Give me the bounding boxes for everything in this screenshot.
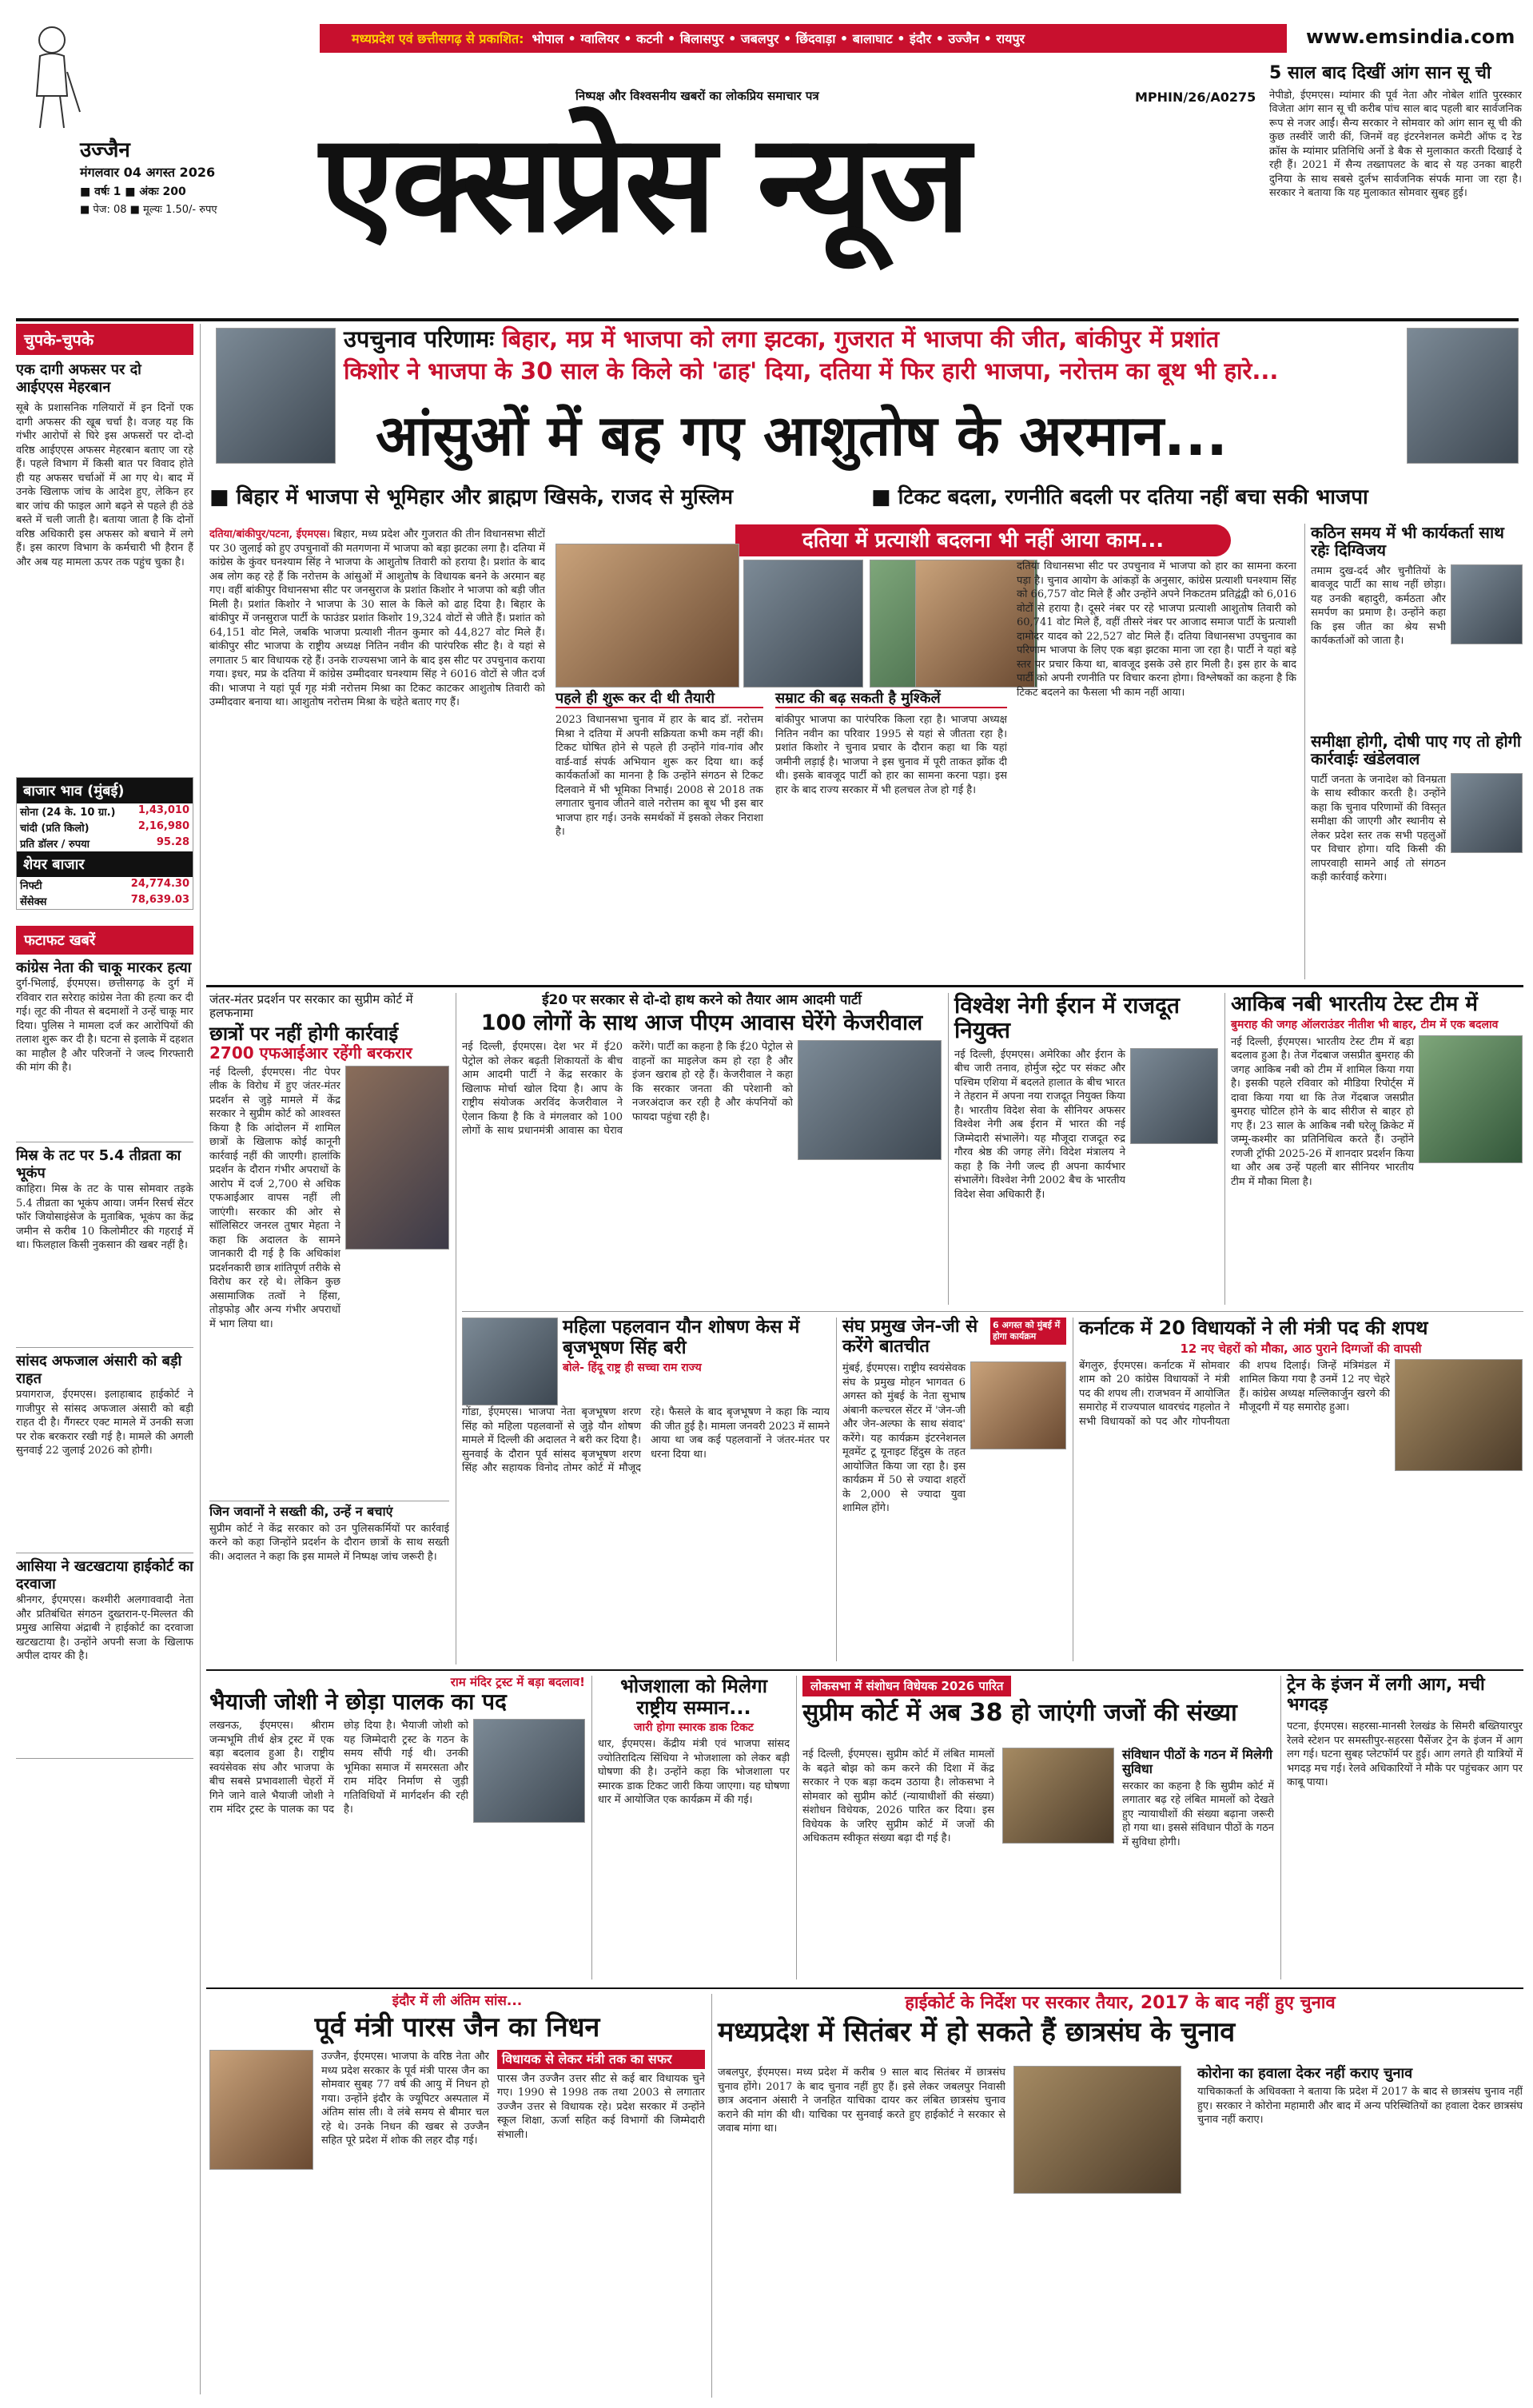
protest-photo (345, 1066, 449, 1250)
rss-badge: 6 अगस्त को मुंबई में होगा कार्यक्रम (990, 1318, 1066, 1345)
gossip-title: चुपके-चुपके (16, 324, 193, 355)
registration-number: MPHIN/26/A0275 (1135, 90, 1256, 105)
brief-item (16, 1553, 193, 1759)
sc-box-text: सरकार का कहना है कि सुप्रीम कोर्ट में लगातार बढ़ रहे लंबित मामलों को देखते हुए न्यायाधीशों की संख्या बढ़ाना जरूरी हो गया था। इससे संविधान पीठों के गठन में सुविधा होगी। (1122, 1780, 1274, 1848)
union-kicker: हाईकोर्ट के निर्देश पर सरकार तैयार, 2017 के बाद नहीं हुए चुनाव (905, 1993, 1336, 2013)
gandhi-emblem (16, 16, 88, 136)
train-text: पटना, ईएमएस। सहरसा-मानसी रेलखंड के सिमरी बख्तियारपुर रेलवे स्टेशन पर समस्तीपुर-सहरसा पैसेंजर ट्रेन के इंजन में आग लग गई। घटना सुबह प्लेटफॉर्म पर हुई। आग लगते ही यात्रियों में भगदड़ मच गई। रेलवे अधिकारियों ने मौके पर पहुंचकर आग पर काबू पाया। (1287, 1720, 1523, 1789)
edition-city: उज्जैन (80, 138, 130, 162)
lead-dateline: दतिया/बांकीपुर/पटना, ईएमएस। (209, 528, 331, 540)
story-paras-jain (209, 1994, 705, 2398)
aqib-photo (1419, 1035, 1523, 1163)
highcourt-photo (1013, 2066, 1181, 2194)
brief-text: काहिरा। मिस्र के तट के पास सोमवार तड़के 5.4 तीव्रता का भूकंप आया। जर्मन रिसर्च सेंटर फॉर जियोसाइंसेज के मुताबिक, भूकंप का केंद्र जमीन से करीब 10 किलोमीटर की गहराई में था। फिलहाल किसी नुकसान की खबर नहीं है। (16, 1183, 193, 1251)
row4-rule-1 (711, 1994, 712, 2398)
briefs-list (16, 955, 193, 1759)
lead-col1-text: बिहार, मध्य प्रदेश और गुजरात की तीन विधानसभा सीटों पर 30 जुलाई को हुए उपचुनावों की मतगणना में भाजपा को बड़ा झटका लगा है। दतिया में कांग्रेस के कुंवर घनश्याम सिंह ने भाजपा के आशुतोष तिवारी को हराया है। प्रशांत के बाद अब लोग कह रहे हैं कि नरोत्तम के आंसुओं में आशुतोष के विधायक बनने के अरमान बह गए। वहीं बांकीपुर विधानसभा सीट पर जनसुराज के प्रशांत किशोर ने भाजपा को बड़ी जीत मिली है। प्रशांत किशोर ने भाजपा के 30 साल के किले को ढाह दिया है। बिहार के बांकीपुर में जनसुराज पार्टी के फाउंडर प्रशांत किशोर 19,324 वोटों से जीते हैं। प्रशांत को 64,151 वोट मिले, जबकि भाजपा प्रत्याशी नीतन कुमार को 44,827 वोट मिले हैं। बांकीपुर सीट भाजपा के राष्ट्रीय अध्यक्ष नितिन नवीन की पारंपरिक सीट है। वे यहां से लगातार 5 बार विधायक रहे हैं। उनके राज्यसभा जाने के बाद इस सीट पर उपचुनाव कराया गया। इधर, मप्र के दतिया में कांग्रेस उम्मीदवार घनश्याम सिंह ने 6016 वोटों से जीत दर्ज की। भाजपा ने यहां पूर्व गृह मंत्री नरोत्तम मिश्रा का टिकट काटकर आशुतोष तिवारी को उम्मीदवार बनाया था। आशुतोष नरोत्तम मिश्रा के चहेते बताए गए हैं। (209, 528, 545, 708)
issue-year-line: ■ वर्षः 1 ■ अंकः 200 (80, 185, 186, 198)
negi-headline: विश्वेश नेगी ईरान में राजदूत नियुक्त (954, 992, 1180, 1044)
tagline: निष्पक्ष और विश्वसनीय खबरों का लोकप्रिय समाचार पत्र (575, 89, 819, 103)
students-kicker: जंतर-मंतर प्रदर्शन पर सरकार का सुप्रीम कोर्ट में हलफनामा (209, 992, 413, 1020)
market-value: 1,43,010 (137, 804, 189, 816)
brief-headline: सांसद अफजाल अंसारी को बड़ी राहत (16, 1353, 182, 1387)
city-strip (320, 24, 1287, 53)
paras-headline: पूर्व मंत्री पारस जैन का निधन (314, 2011, 600, 2044)
pic2-caption: सम्राट की बढ़ सकती है मुश्किलें (775, 691, 1007, 708)
share-row (17, 893, 193, 909)
ear-panel (1269, 64, 1522, 304)
negi-text: नई दिल्ली, ईएमएस। अमेरिका और ईरान के बीच जारी तनाव, होर्मुज स्ट्रेट पर संकट और पश्चिम एशिया में बदलते हालात के बीच भारत ने तेहरान में अपना नया राजदूत नियुक्त किया है। भारतीय विदेश सेवा के सीनियर अफसर विश्वेश नेगी अब ईरान में भारत की नई जिम्मेदारी संभालेंगे। यह मौजूदा राजदूत रुद्र गौरव श्रेष्ठ की जगह लेंगे। विदेश मंत्रालय ने कहा है कि नेगी जल्द ही अपना कार्यभार संभालेंगे। विश्वेश नेगी 2002 बैच के भारतीय विदेश सेवा अधिकारी हैं। (954, 1048, 1125, 1201)
issue-date: मंगलवार 04 अगस्त 2026 (80, 165, 216, 180)
train-headline: ट्रेन के इंजन में लगी आग, मची भगदड़ (1287, 1675, 1485, 1715)
lead-col2: 2023 विधानसभा चुनाव में हार के बाद डॉ. नरोत्तम मिश्रा ने दतिया में अपनी सक्रियता कभी कम नहीं की। टिकट घोषित होने से पहले ही उन्होंने गांव-गांव और वार्ड-वार्ड संपर्क अभियान शुरू कर दिया था। कई कार्यकर्ताओं का मानना है कि उन्होंने संगठन से टिकट दिलवाने में भी भूमिका निभाई। 2008 से 2018 तक लगातार चुनाव जीतने वाले नरोत्तम का बूथ भी इस बार भाजपा हार गई। उनके समर्थकों में इसको लेकर निराशा है। (555, 714, 763, 838)
story-bhojshala (598, 1676, 790, 1979)
bhaiyaji-photo (473, 1719, 585, 1823)
row2-rule-4 (836, 1318, 837, 1661)
lead-sub-left: ■ बिहार में भाजपा से भूमिहार और ब्राह्मण खिसके, राजद से मुस्लिम (209, 485, 734, 509)
share-label: सेंसेक्स (20, 896, 47, 908)
paras-box-text: पारस जैन उज्जैन उत्तर सीट से कई बार विधायक चुने गए। 1990 से 1998 तक तथा 2003 से लगातार उज्जैन उत्तर से विधायक रहे। प्रदेश सरकार में उन्होंने स्कूल शिक्षा, ऊर्जा सहित कई विभागों की जिम्मेदारी संभाली। (497, 2072, 705, 2141)
kejriwal-headline: 100 लोगों के साथ आज पीएम आवास घेरेंगे केजरीवाल (480, 1011, 923, 1036)
digvijay-photo (1451, 564, 1523, 644)
lead-kicker (344, 325, 1399, 353)
brief-headline: आसिया ने खटखटाया हाईकोर्ट का दरवाजा (16, 1558, 193, 1593)
students-headline: छात्रों पर नहीं होगी कार्रवाई (209, 1022, 399, 1045)
row2-bottom-rule (206, 1669, 1523, 1671)
lead-kicker-line2: किशोर ने भाजपा के 30 साल के किले को 'ढाह' दिया, दतिया में फिर हारी भाजपा, नरोत्तम का बूथ भी हारे... (344, 357, 1279, 385)
kejriwal-kicker: ई20 पर सरकार से दो-दो हाथ करने को तैयार आम आदमी पार्टी (542, 992, 862, 1008)
market-row (17, 835, 193, 851)
masthead (0, 0, 1533, 320)
left-sidebar-rule (200, 324, 201, 2394)
row3-rule-3 (1280, 1676, 1281, 1979)
union-side-text: याचिकाकर्ता के अधिवक्ता ने बताया कि प्रदेश में 2017 के बाद से छात्रसंघ चुनाव नहीं हुए। सरकार ने कोरोना महामारी और बाद में अन्य परिस्थितियों का हवाला देकर छात्रसंघ चुनाव नहीं कराए। (1197, 2086, 1523, 2127)
story-student-union (718, 1994, 1523, 2398)
bhojshala-headline: भोजशाला को मिलेगा राष्ट्रीय सम्मान... (620, 1675, 767, 1719)
share-value: 24,774.30 (130, 878, 189, 890)
gossip-text: सूबे के प्रशासनिक गलियारों में इन दिनों एक दागी अफसर की खूब चर्चा है। वजह यह कि गंभीर आरोपों से घिरे इस अफसरों पर दो-दो वरिष्ठ आईएएस अफसर मेहरबान बताए जा रहे हैं। पहले विभाग में किसी बात पर विवाद होते ही यह अफसर चर्चाओं में आ गए थे। बाद में उनके खिलाफ जांच के आदेश हुए, लेकिन हर बार जांच की फाइल आगे बढ़ने से पहले ही ठंडे बस्ते में चली जाती है। बताया जाता है कि दोनों वरिष्ठ अधिकारी इस अफसर को बचाने में लगे हैं। इस कारण विभाग के कर्मचारी भी हैरान हैं और अब यह मामला ऊपर तक पहुंच चुका है। (16, 402, 193, 568)
union-side-panel (1197, 2066, 1523, 2394)
kejriwal-text: नई दिल्ली, ईएमएस। देश भर में ई20 पेट्रोल को लेकर बढ़ती शिकायतों के बीच आम आदमी पार्टी ने केंद्र सरकार के खिलाफ मोर्चा खोल दिया है। आप के राष्ट्रीय संयोजक अरविंद केजरीवाल ने ऐलान किया है कि वे मंगलवार को 100 लोगों के साथ प्रधानमंत्री आवास का घेराव करेंगे। पार्टी का कहना है कि ई20 पेट्रोल से वाहनों का माइलेज कम हो रहा है और इंजन खराब हो रहे हैं। केजरीवाल ने कहा कि सरकार जनता की परेशानी को नजरअंदाज कर रही है और कंपनियों को फायदा पहुंचा रही है। (462, 1041, 793, 1138)
row3-bottom-rule (206, 1987, 1523, 1989)
aqib-sub: बुमराह की जगह ऑलराउंडर नीतीश भी बाहर, टीम में एक बदलाव (1231, 1019, 1499, 1032)
sc-headline: सुप्रीम कोर्ट में अब 38 हो जाएंगी जजों की संख्या (802, 1699, 1237, 1727)
share-rows (17, 877, 193, 909)
story-negi (954, 993, 1218, 1305)
issue-pages-line: ■ पेज: 08 ■ मूल्यः 1.50/- रुपए (80, 204, 217, 216)
bhagwat-photo (970, 1361, 1066, 1449)
karnataka-text: बेंगलुरु, ईएमएस। कर्नाटक में सोमवार शाम को 20 कांग्रेस विधायकों ने मंत्री पद की शपथ ली। राजभवन में आयोजित समारोह में राज्यपाल थावरचंद गहलोत ने सभी विधायकों को पद और गोपनीयता की शपथ दिलाई। जिन्हें मंत्रिमंडल में शामिल किया गया है उनमें 12 नए चेहरे हैं। कांग्रेस अध्यक्ष मल्लिकार्जुन खरगे की मौजूदगी में यह समारोह हुआ। (1079, 1359, 1390, 1428)
story-students (209, 993, 449, 1664)
lead-bottom-rule (206, 985, 1523, 987)
aqib-text: नई दिल्ली, ईएमएस। भारतीय टेस्ट टीम में बड़ा बदलाव हुआ है। तेज गेंदबाज जसप्रीत बुमराह की जगह आकिब नबी को टीम में शामिल किया गया है। इसकी पहले रविवार को मीडिया रिपोर्ट्स में दावा किया गया था कि तेज गेंदबाज जसप्रीत बुमराह चोटिल होने के बाद सीरीज से बाहर हो गए हैं। 23 साल के आकिब नबी घरेलू क्रिकेट में जम्मू-कश्मीर का प्रतिनिधित्व करते हैं। उन्होंने रणजी ट्रॉफी 2025-26 में शानदार प्रदर्शन किया था और अब उन्हें पहली बार सीनियर भारतीय टीम में मौका मिला है। (1231, 1035, 1414, 1188)
union-headline: मध्यप्रदेश में सितंबर में हो सकते हैं छात्रसंघ के चुनाव (718, 2015, 1236, 2048)
bhaiyaji-text: लखनऊ, ईएमएस। श्रीराम जन्मभूमि तीर्थ क्षेत्र ट्रस्ट में एक बड़ा बदलाव हुआ है। राष्ट्रीय स्वयंसेवक संघ और भाजपा के बीच सबसे प्रभावशाली चेहरों में गिने जाने वाले भैयाजी जोशी ने राम मंदिर ट्रस्ट के पालक का पद छोड़ दिया है। भैयाजी जोशी को यह जिम्मेदारी ट्रस्ट के गठन के समय सौंपी गई थी। उनकी भूमिका समाज में समरसता और राम मंदिर निर्माण से जुड़ी गतिविधियों में मार्गदर्शन की रही है। (209, 1720, 468, 1816)
brief-item (16, 955, 193, 1142)
market-box (16, 777, 193, 910)
story-supreme-court (802, 1676, 1274, 1979)
narottam-photo (216, 328, 336, 464)
story-brijbhushan (462, 1318, 830, 1661)
market-title: बाजार भाव (मुंबई) (17, 778, 193, 803)
ear-text: नेपीडो, ईएमएस। म्यांमार की पूर्व नेता और नोबेल शांति पुरस्कार विजेता आंग सान सू ची करीब पांच साल बाद पहली बार सार्वजनिक रूप से नजर आईं। सैन्य सरकार ने सोमवार को आंग सान सू ची की कुछ तस्वीरें जारी कीं, जिनमें वह इंटरनेशनल कमेटी ऑफ द रेड क्रॉस के म्यांमार प्रतिनिधि अर्नो डे बैक से मुलाकात करती दिखाई दे रही हैं। 2021 में सैन्य तख्तापलट के बाद से यह उनका बाहरी दुनिया के साथ सबसे दुर्लभ सार्वजनिक संपर्क माना जा रहा है। सरकार ने बताया कि यह मुलाकात सोमवार सुबह हुई। (1269, 89, 1522, 200)
brijbhushan-sub: बोले- हिंदू राष्ट्र ही सच्चा राम राज्य (563, 1361, 702, 1374)
row2-rule-3 (1224, 993, 1225, 1305)
prashant-photo (743, 560, 863, 688)
students-text: नई दिल्ली, ईएमएस। नीट पेपर लीक के विरोध में हुए जंतर-मंतर प्रदर्शन से जुड़े मामले में केंद्र सरकार ने सुप्रीम कोर्ट को आश्वस्त किया है कि आंदोलन में शामिल छात्रों के खिलाफ कोई कानूनी कार्रवाई नहीं की जाएगी। हालांकि प्रदर्शन के दौरान गंभीर अपराधों के आरोप में दर्ज 2,700 से अधिक एफआईआर वापस नहीं ली जाएंगी। सरकार की ओर से सॉलिसिटर जनरल तुषार मेहता ने कहा कि अदालत के सामने जानकारी दी गई है कि अधिकांश प्रदर्शनकारी छात्र शांतिपूर्ण तरीके से विरोध कर रहे थे। लेकिन कुछ असामाजिक तत्वों ने हिंसा, तोड़फोड़ और अन्य गंभीर अपराधों में भाग लिया था। (209, 1066, 340, 1330)
students-box-head: जिन जवानों ने सख्ती की, उन्हें न बचाएं (209, 1501, 449, 1519)
lead-col1 (209, 528, 545, 975)
union-side-head: कोरोना का हवाला देकर नहीं कराए चुनाव (1197, 2065, 1413, 2082)
bhojshala-sub: जारी होगा स्मारक डाक टिकट (634, 1720, 754, 1734)
lead-ribbon: दतिया में प्रत्याशी बदलना भी नहीं आया काम... (735, 524, 1231, 556)
karnataka-headline: कर्नाटक में 20 विधायकों ने ली मंत्री पद की शपथ (1079, 1317, 1428, 1339)
rss-text: मुंबई, ईएमएस। राष्ट्रीय स्वयंसेवक संघ के प्रमुख मोहन भागवत 6 अगस्त को मुंबई के नेता सुभाष अंबानी कल्चरल सेंटर में 'जेन-जी और जेन-अल्फा के साथ संवाद' करेंगे। यह कार्यक्रम इंटरनेशनल मूवमेंट टू यूनाइट हिंदुस के तहत आयोजित किया जा रहा है। इस कार्यक्रम में 50 से ज्यादा शहरों के 2,000 से ज्यादा युवा शामिल होंगे। (842, 1362, 966, 1515)
bhojshala-text: धार, ईएमएस। केंद्रीय मंत्री एवं भाजपा सांसद ज्योतिरादित्य सिंधिया ने भोजशाला को लेकर बड़ी घोषणा की है। उन्होंने कहा कि भोजशाला पर स्मारक डाक टिकट जारी किया जाएगा। यह घोषणा धार में आयोजित एक कार्यक्रम में की गई। (598, 1738, 790, 1807)
brief-text: प्रयागराज, ईएमएस। इलाहाबाद हाईकोर्ट ने गाजीपुर से सांसद अफजाल अंसारी को बड़ी राहत दी है। गैंगस्टर एक्ट मामले में उनकी सजा पर रोक बरकरार रखी गई है। मामले की अगली सुनवाई 22 जुलाई 2026 को होगी। (16, 1389, 193, 1457)
ear-headline: 5 साल बाद दिखीं आंग सान सू ची (1269, 63, 1491, 83)
rss-headline: संघ प्रमुख जेन-जी से करेंगे बातचीत (842, 1317, 978, 1357)
brief-text: दुर्ग-भिलाई, ईएमएस। छत्तीसगढ़ के दुर्ग में रविवार रात सरेराह कांग्रेस नेता की हत्या कर दी गई। लूट की नीयत से बदमाशों ने उन्हें चाकू मार दिया। पुलिस ने मामला दर्ज कर आरोपियों की तलाश शुरू कर दी है। घटना से इलाके में दहशत का माहौल है और परिजनों ने जल्द गिरफ्तारी की मांग की है। (16, 978, 193, 1074)
paras-photo (209, 2050, 313, 2170)
bhaiyaji-kicker: राम मंदिर ट्रस्ट में बड़ा बदलाव! (450, 1675, 585, 1689)
paras-box-head: विधायक से लेकर मंत्री तक का सफर (497, 2050, 705, 2069)
lead-headline: आंसुओं में बह गए आशुतोष के अरमान... (376, 403, 1228, 468)
story-kejriwal (462, 993, 942, 1305)
share-title: शेयर बाजार (17, 851, 193, 877)
left-sidebar (16, 324, 193, 2394)
paras-kicker: इंदौर में ली अंतिम सांस... (392, 1993, 523, 2009)
market-label: सोना (24 के. 10 ग्रा.) (20, 807, 116, 819)
share-value: 78,639.03 (130, 894, 189, 906)
khandelwal-head: समीक्षा होगी, दोषी पाए गए तो होगी कार्रवाईः खंडेलवाल (1311, 731, 1522, 769)
parliament-photo (1002, 1748, 1114, 1844)
gossip-headline: एक दागी अफसर पर दो आईएएस मेहरबान (16, 361, 141, 396)
khandelwal-photo (1451, 773, 1523, 853)
sc-box (1122, 1748, 1274, 1979)
row3-rule-2 (796, 1676, 797, 1979)
story-bhaiyaji (209, 1676, 585, 1979)
lead-kicker-label: उपचुनाव परिणामः (344, 325, 495, 353)
website-link[interactable]: www.emsindia.com (1306, 26, 1515, 48)
brijbhushan-headline: महिला पहलवान यौन शोषण केस में बृजभूषण सिंह बरी (563, 1317, 800, 1358)
story-rss (842, 1318, 1066, 1661)
fatafat-title: फटाफट खबरें (16, 926, 193, 955)
students-sub: 2700 एफआईआर रहेंगी बरकरार (209, 1043, 412, 1063)
lead-kicker-red: बिहार, मप्र में भाजपा को लगा झटका, गुजरात में भाजपा की जीत, बांकीपुर में प्रशांत (502, 325, 1220, 353)
aqib-headline: आकिब नबी भारतीय टेस्ट टीम में (1231, 992, 1478, 1016)
market-rows (17, 803, 193, 851)
brief-text: श्रीनगर, ईएमएस। कश्मीरी अलगाववादी नेता और प्रतिबंधित संगठन दुख्तरान-ए-मिल्लत की प्रमुख आसिया अंद्राबी ने हाईकोर्ट का दरवाजा खटखटाया है। उन्होंने अपनी सजा के खिलाफ अपील दायर की है। (16, 1594, 193, 1662)
market-row (17, 803, 193, 819)
lead-sub-right: ■ टिकट बदला, रणनीति बदली पर दतिया नहीं बचा सकी भाजपा (871, 485, 1368, 509)
digvijay-head: कठिन समय में भी कार्यकर्ता साथ रहेः दिग्विजय (1311, 523, 1504, 560)
khandelwal-text: पार्टी जनता के जनादेश को विनम्रता के साथ स्वीकार करती है। उन्होंने कहा कि चुनाव परिणामों की विस्तृत समीक्षा की जाएगी और स्थानीय से लेकर प्रदेश स्तर तक सभी पहलुओं पर विचार होगा। यदि किसी की लापरवाही सामने आई तो संगठन कड़ी कार्रवाई करेगा। (1311, 773, 1446, 884)
candidate-photo-1 (555, 544, 739, 688)
kejriwal-photo (798, 1040, 942, 1160)
lead-col4: दतिया विधानसभा सीट पर उपचुनाव में भाजपा को हार का सामना करना पड़ा है। चुनाव आयोग के आंकड़ों के अनुसार, कांग्रेस प्रत्याशी घनश्याम सिंह को 66,757 वोट मिले हैं और उन्होंने अपने निकटतम प्रतिद्वंद्वी को 6,016 वोटों से हराया है। दूसरे नंबर पर रहे भाजपा प्रत्याशी आशुतोष तिवारी को 60,741 वोट मिले हैं, वहीं तीसरे नंबर पर आजाद समाज पार्टी के प्रत्याशी दामोदर यादव को 22,527 वोट मिले हैं। दतिया विधानसभा उपचुनाव का परिणाम भाजपा के लिए एक बड़ा झटका माना जा रहा है। पार्टी ने यहां बड़े स्तर पर प्रचार किया था, बावजूद इसके उसे हार मिली है। इस हार के बाद पार्टी को अपनी रणनीति पर विचार करना होगा। विश्लेषकों का कहना है कि टिकट बदलने का फैसला भी काम नहीं आया। (1017, 560, 1296, 699)
brijbhushan-photo (462, 1318, 558, 1405)
students-box-text: सुप्रीम कोर्ट ने केंद्र सरकार को उन पुलिसकर्मियों पर कार्रवाई करने को कहा जिन्होंने प्रदर्शन के दौरान छात्रों के साथ सख्ती की। अदालत ने कहा कि इस मामले में निष्पक्ष जांच जरूरी है। (209, 1522, 449, 1563)
row3-rule-1 (591, 1676, 592, 1979)
union-text: जबलपुर, ईएमएस। मध्य प्रदेश में करीब 9 साल बाद सितंबर में छात्रसंघ चुनाव होंगे। 2017 के बाद चुनाव नहीं हुए हैं। इसे लेकर जबलपुर निवासी छात्र अदनान अंसारी ने जनहित याचिका दायर कर लंबित छात्रसंघ चुनाव कराने की मांग की थी। याचिका पर सुनवाई करते हुए हाईकोर्ट ने सरकार से जवाब मांगा था। (718, 2067, 1005, 2135)
row2-mid-rule (462, 1311, 1523, 1312)
sc-kicker: लोकसभा में संशोधन विधेयक 2026 पारित (802, 1676, 1011, 1696)
story-aqib (1231, 993, 1523, 1305)
market-value: 2,16,980 (137, 820, 189, 832)
digvijay-text: तमाम दुख-दर्द और चुनौतियों के बावजूद पार्टी का साथ नहीं छोड़ा। यह उनकी बहादुरी, कर्मठता और समर्पण का प्रमाण है। उन्होंने कहा कि इस जीत का श्रेय सभी कार्यकर्ताओं को जाता है। (1311, 564, 1446, 648)
brief-headline: कांग्रेस नेता की चाकू मारकर हत्या (16, 959, 192, 976)
market-value: 95.28 (156, 836, 189, 848)
market-label: चांदी (प्रति किलो) (20, 823, 90, 835)
market-row (17, 819, 193, 835)
city-strip-label: मध्यप्रदेश एवं छत्तीसगढ़ से प्रकाशित: (352, 31, 524, 46)
paras-box (497, 2050, 705, 2394)
bhaiyaji-headline: भैयाजी जोशी ने छोड़ा पालक का पद (209, 1688, 507, 1715)
oath-photo (1395, 1359, 1523, 1471)
paras-text: उज्जैन, ईएमएस। भाजपा के वरिष्ठ नेता और मध्य प्रदेश सरकार के पूर्व मंत्री पारस जैन का सोमवार सुबह 77 वर्ष की आयु में निधन हो गया। उन्होंने इंदौर के ज्यूपिटर अस्पताल में अंतिम सांस ली। वे लंबे समय से बीमार चल रहे थे। उनके निधन की खबर से उज्जैन सहित पूरे प्रदेश में शोक की लहर दौड़ गई। (321, 2051, 489, 2147)
sc-text: नई दिल्ली, ईएमएस। सुप्रीम कोर्ट में लंबित मामलों के बढ़ते बोझ को कम करने की दिशा में केंद्र सरकार ने एक बड़ा कदम उठाया है। लोकसभा ने सोमवार को सुप्रीम कोर्ट (न्यायाधीशों की संख्या) संशोधन विधेयक, 2026 पारित कर दिया। इस विधेयक के जरिए सुप्रीम कोर्ट में जजों की अधिकतम स्वीकृत संख्या बढ़ा दी गई है। (802, 1748, 994, 1844)
story-karnataka (1079, 1318, 1523, 1661)
lead-right-panel (1311, 524, 1523, 979)
pic1-caption: पहले ही शुरू कर दी थी तैयारी (555, 691, 763, 708)
lead-right-rule (1304, 524, 1305, 979)
newspaper-title: एक्सप्रेस न्यूज (320, 105, 968, 263)
sc-box-head: संविधान पीठों के गठन में मिलेगी सुविधा (1122, 1747, 1272, 1776)
market-label: प्रति डॉलर / रुपया (20, 839, 90, 851)
ghanshyam-photo (1407, 328, 1519, 464)
negi-photo (1130, 1048, 1218, 1144)
brief-item (16, 1348, 193, 1553)
share-label: निफ्टी (20, 880, 42, 892)
brief-headline: मिस्र के तट पर 5.4 तीव्रता का भूकंप (16, 1147, 181, 1182)
lead-col3: बांकीपुर भाजपा का पारंपरिक किला रहा है। भाजपा अध्यक्ष नितिन नवीन का परिवार 1995 से यहां से जीतता रहा है। प्रशांत किशोर ने चुनाव प्रचार के दौरान कहा था कि यहां जमीनी लड़ाई है। भाजपा ने इस चुनाव में पूरी ताकत झोंक दी थी। इसके बावजूद पार्टी को हार का सामना करना पड़ा। इस हार के बाद राज्य सरकार में भी हलचल तेज हो गई है। (775, 714, 1007, 796)
row2-rule-2 (948, 993, 949, 1305)
masthead-rule (16, 318, 1519, 321)
story-train (1287, 1676, 1523, 1979)
city-strip-cities: भोपाल • ग्वालियर • कटनी • बिलासपुर • जबलपुर • छिंदवाड़ा • बालाघाट • इंदौर • उज्जैन • रायपुर (532, 31, 1025, 46)
share-row (17, 877, 193, 893)
brijbhushan-text: गोंडा, ईएमएस। भाजपा नेता बृजभूषण शरण सिंह को महिला पहलवानों से जुड़े यौन शोषण मामले में दिल्ली की अदालत ने बरी कर दिया है। सुनवाई के दौरान पूर्व सांसद बृजभूषण शरण सिंह और सहायक विनोद तोमर कोर्ट में मौजूद रहे। फैसले के बाद बृजभूषण ने कहा कि न्याय की जीत हुई है। मामला जनवरी 2023 में सामने आया था जब कई पहलवानों ने जंतर-मंतर पर धरना दिया था। (462, 1406, 830, 1474)
karnataka-sub: 12 नए चेहरों को मौका, आठ पुराने दिग्गजों की वापसी (1180, 1341, 1422, 1356)
brief-item (16, 1142, 193, 1348)
